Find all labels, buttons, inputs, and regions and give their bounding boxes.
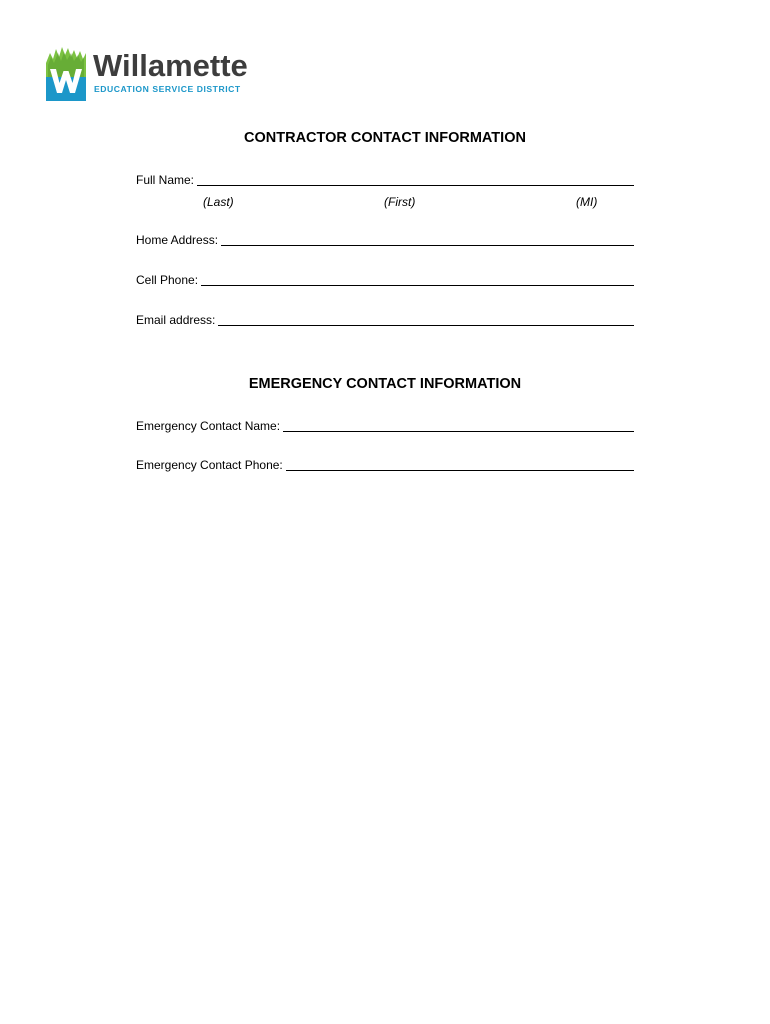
logo-subtitle: EDUCATION SERVICE DISTRICT [94, 84, 241, 94]
district-logo [46, 47, 258, 101]
emergency-name-row [136, 419, 634, 433]
cell-phone-row [136, 273, 634, 287]
last-name-caption: (Last) [203, 195, 234, 209]
emergency-section-title: EMERGENCY CONTACT INFORMATION [248, 376, 522, 392]
contractor-section-title: CONTRACTOR CONTACT INFORMATION [244, 130, 526, 146]
cell-phone-label: Cell Phone: [136, 273, 199, 287]
first-name-caption: (First) [384, 195, 416, 209]
middle-initial-caption: (MI) [576, 195, 598, 209]
emergency-name-label: Emergency Contact Name: [136, 419, 281, 433]
home-address-field[interactable] [221, 234, 634, 246]
emergency-name-field[interactable] [283, 420, 634, 432]
w-tree-icon [46, 47, 86, 101]
full-name-label: Full Name: [136, 173, 195, 187]
email-label: Email address: [136, 313, 216, 327]
emergency-phone-field[interactable] [286, 459, 634, 471]
cell-phone-field[interactable] [201, 274, 634, 286]
emergency-phone-label: Emergency Contact Phone: [136, 458, 283, 472]
home-address-row [136, 233, 634, 247]
email-row [136, 313, 634, 327]
home-address-label: Home Address: [136, 233, 219, 247]
logo-wordmark: Willamette [93, 48, 248, 83]
emergency-phone-row [136, 458, 634, 472]
full-name-field[interactable] [197, 174, 634, 186]
full-name-row [136, 173, 634, 187]
email-field[interactable] [218, 314, 634, 326]
